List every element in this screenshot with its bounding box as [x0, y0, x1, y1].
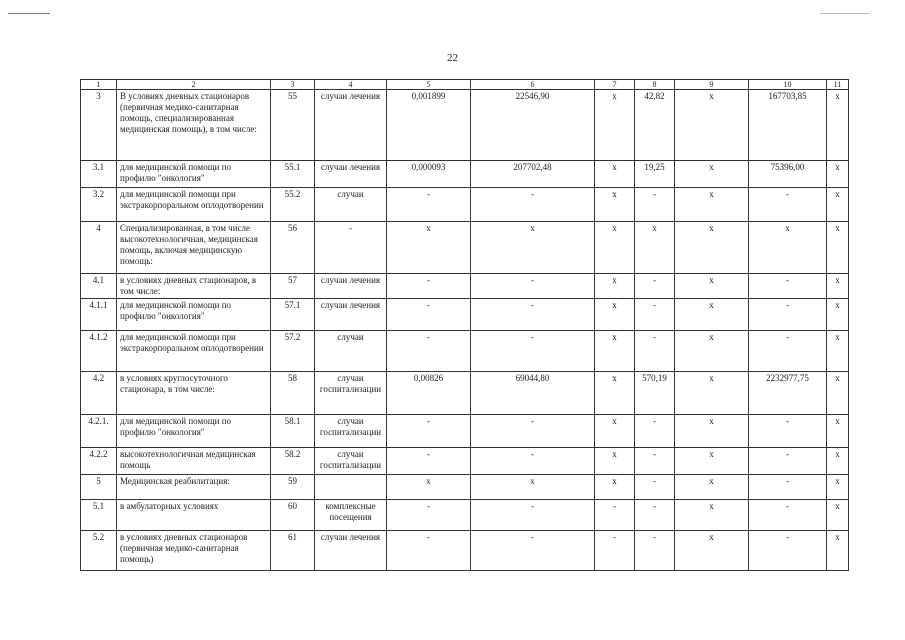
table-cell: случаи лечения [315, 531, 387, 571]
header-cell: 9 [675, 80, 749, 90]
table-cell: - [471, 448, 595, 475]
table-cell: - [635, 531, 675, 571]
table-cell: случаи госпитализации [315, 372, 387, 415]
table-cell: х [675, 222, 749, 274]
table-cell: 42,82 [635, 90, 675, 161]
table-cell: 0,001899 [387, 90, 471, 161]
row-description-cell: в условиях круглосуточного стационара, в том числе: [117, 372, 271, 415]
table-cell: х [471, 475, 595, 500]
table-cell: 4.1 [81, 274, 117, 299]
table-cell: - [471, 531, 595, 571]
table-cell: - [471, 299, 595, 331]
table-cell: х [595, 90, 635, 161]
table-cell: х [827, 188, 849, 222]
table-cell: - [635, 448, 675, 475]
table-cell: х [595, 188, 635, 222]
table-cell: х [675, 90, 749, 161]
table-cell: х [675, 415, 749, 448]
row-description-cell: для медицинской помощи по профилю "онкология" [117, 299, 271, 331]
table-row [81, 274, 849, 299]
table-cell: 0,00826 [387, 372, 471, 415]
table-row [81, 188, 849, 222]
table-cell: - [749, 500, 827, 531]
table-cell: комплексные посещения [315, 500, 387, 531]
table-cell: 61 [271, 531, 315, 571]
table-cell: случаи госпитализации [315, 415, 387, 448]
table-cell: х [635, 222, 675, 274]
table-cell: - [635, 500, 675, 531]
table-cell: 5.1 [81, 500, 117, 531]
table-cell: - [635, 415, 675, 448]
table-cell: х [827, 475, 849, 500]
table-cell: 19,25 [635, 161, 675, 188]
row-description-cell: для медицинской помощи при экстракорпоральном оплодотворении [117, 331, 271, 372]
row-description-cell: для медицинской помощи при экстракорпоральном оплодотворении [117, 188, 271, 222]
table-cell: случаи лечения [315, 90, 387, 161]
header-cell: 7 [595, 80, 635, 90]
table-cell: х [675, 500, 749, 531]
table-row [81, 161, 849, 188]
scan-mark-right [820, 13, 870, 14]
table-cell: - [471, 274, 595, 299]
table-cell: х [595, 161, 635, 188]
table-cell: 4.1.1 [81, 299, 117, 331]
row-description-cell: Специализированная, в том числе высокотехнологичная, медицинская помощь, включая медицинскую помощь: [117, 222, 271, 274]
table-cell: 69044,80 [471, 372, 595, 415]
table-cell: 58 [271, 372, 315, 415]
table-cell: - [749, 299, 827, 331]
table-cell: - [387, 331, 471, 372]
row-description-cell: в условиях дневных стационаров, в том числе: [117, 274, 271, 299]
table-cell [315, 475, 387, 500]
header-cell: 2 [117, 80, 271, 90]
table-cell: - [471, 331, 595, 372]
table-cell: случаи лечения [315, 274, 387, 299]
table-cell: 4.2.2 [81, 448, 117, 475]
table-cell: 3 [81, 90, 117, 161]
table-cell: 4.1.2 [81, 331, 117, 372]
table-cell: х [827, 531, 849, 571]
table-row [81, 475, 849, 500]
table-cell: х [387, 222, 471, 274]
table-cell: 5 [81, 475, 117, 500]
table-cell: - [595, 531, 635, 571]
table-cell: - [387, 531, 471, 571]
table-cell: х [827, 222, 849, 274]
table-cell: 56 [271, 222, 315, 274]
table-cell: 55.1 [271, 161, 315, 188]
table-row [81, 500, 849, 531]
table-cell: - [387, 188, 471, 222]
table-cell: х [675, 274, 749, 299]
header-cell: 6 [471, 80, 595, 90]
table-cell: х [675, 331, 749, 372]
header-cell: 3 [271, 80, 315, 90]
table-row [81, 448, 849, 475]
table-cell: 58.2 [271, 448, 315, 475]
table-cell: случаи лечения [315, 161, 387, 188]
table-cell: - [635, 274, 675, 299]
table-cell: х [827, 372, 849, 415]
table-row [81, 222, 849, 274]
table-row [81, 415, 849, 448]
table-cell: 3.1 [81, 161, 117, 188]
row-description-cell: в условиях дневных стационаров (первичная медико-санитарная помощь) [117, 531, 271, 571]
row-description-cell: в амбулаторных условиях [117, 500, 271, 531]
table-cell: - [387, 500, 471, 531]
table-cell: - [595, 500, 635, 531]
header-cell: 10 [749, 80, 827, 90]
table-cell: 55 [271, 90, 315, 161]
table-cell: х [675, 448, 749, 475]
table-cell: 57.2 [271, 331, 315, 372]
header-cell: 5 [387, 80, 471, 90]
table-cell: 58.1 [271, 415, 315, 448]
table-cell: 57.1 [271, 299, 315, 331]
row-description-cell: Медицинская реабилитация: [117, 475, 271, 500]
table-cell: х [595, 415, 635, 448]
table-cell: - [749, 475, 827, 500]
table-row [81, 531, 849, 571]
header-cell: 4 [315, 80, 387, 90]
table-cell: - [749, 448, 827, 475]
table-cell: х [675, 161, 749, 188]
table-cell: х [595, 299, 635, 331]
table-cell: 22546,90 [471, 90, 595, 161]
table-cell: 2232977,75 [749, 372, 827, 415]
row-description-cell: для медицинской помощи по профилю "онкология" [117, 161, 271, 188]
table-cell: - [749, 531, 827, 571]
table-cell: 55.2 [271, 188, 315, 222]
table-cell: случаи госпитализации [315, 448, 387, 475]
table-cell: - [471, 500, 595, 531]
table-cell: 5.2 [81, 531, 117, 571]
table-cell: х [675, 531, 749, 571]
table-cell: - [749, 331, 827, 372]
table-cell: - [387, 274, 471, 299]
table-row [81, 331, 849, 372]
table-cell: - [471, 188, 595, 222]
table-cell: х [595, 331, 635, 372]
table-cell: - [387, 448, 471, 475]
table-cell: х [827, 448, 849, 475]
table-cell: 57 [271, 274, 315, 299]
table-cell: х [675, 299, 749, 331]
table-cell: случаи лечения [315, 299, 387, 331]
table-cell: - [635, 331, 675, 372]
row-description-cell: для медицинской помощи по профилю "онкология" [117, 415, 271, 448]
table-cell: х [827, 331, 849, 372]
table-cell: 570,19 [635, 372, 675, 415]
table-cell: х [595, 475, 635, 500]
table-cell: 4.2.1. [81, 415, 117, 448]
table-cell: - [635, 475, 675, 500]
table-cell: х [595, 222, 635, 274]
table-cell: х [387, 475, 471, 500]
table-cell: х [827, 500, 849, 531]
data-table [80, 79, 849, 571]
scan-mark-left [8, 13, 50, 14]
page-number: 22 [447, 52, 458, 64]
table-cell: 4.2 [81, 372, 117, 415]
header-cell: 1 [81, 80, 117, 90]
table-cell: 75396,00 [749, 161, 827, 188]
table-cell: случаи [315, 331, 387, 372]
table-cell: 60 [271, 500, 315, 531]
table-cell: х [827, 274, 849, 299]
table-cell: 4 [81, 222, 117, 274]
table-cell: - [749, 274, 827, 299]
table-cell: х [675, 475, 749, 500]
header-row [81, 80, 849, 90]
row-description-cell: высокотехнологичная медицинская помощь [117, 448, 271, 475]
table-row [81, 372, 849, 415]
table-cell: - [387, 299, 471, 331]
table-cell: х [471, 222, 595, 274]
table-cell: - [387, 415, 471, 448]
table-cell: - [315, 222, 387, 274]
header-cell: 11 [827, 80, 849, 90]
table-cell: 3.2 [81, 188, 117, 222]
table-cell: 0,000093 [387, 161, 471, 188]
table-cell: х [595, 372, 635, 415]
table-cell: х [827, 415, 849, 448]
table-cell: 207702,48 [471, 161, 595, 188]
table-cell: - [749, 415, 827, 448]
table-cell: х [827, 299, 849, 331]
table-cell: х [827, 161, 849, 188]
table-cell: х [675, 372, 749, 415]
table-cell: х [749, 222, 827, 274]
table-cell: случаи [315, 188, 387, 222]
table-cell: х [675, 188, 749, 222]
table-cell: 167703,85 [749, 90, 827, 161]
table-cell: - [635, 299, 675, 331]
table-cell: - [749, 188, 827, 222]
row-description-cell: В условиях дневных стационаров (первичная медико-санитарная помощь, специализированная медицинская помощь), в том числе: [117, 90, 271, 161]
table-row [81, 90, 849, 161]
table-cell: х [595, 274, 635, 299]
table-cell: 59 [271, 475, 315, 500]
table-cell: х [827, 90, 849, 161]
table-cell: - [471, 415, 595, 448]
header-cell: 8 [635, 80, 675, 90]
table-body [81, 80, 849, 571]
table-row [81, 299, 849, 331]
table-cell: х [595, 448, 635, 475]
table-cell: - [635, 188, 675, 222]
